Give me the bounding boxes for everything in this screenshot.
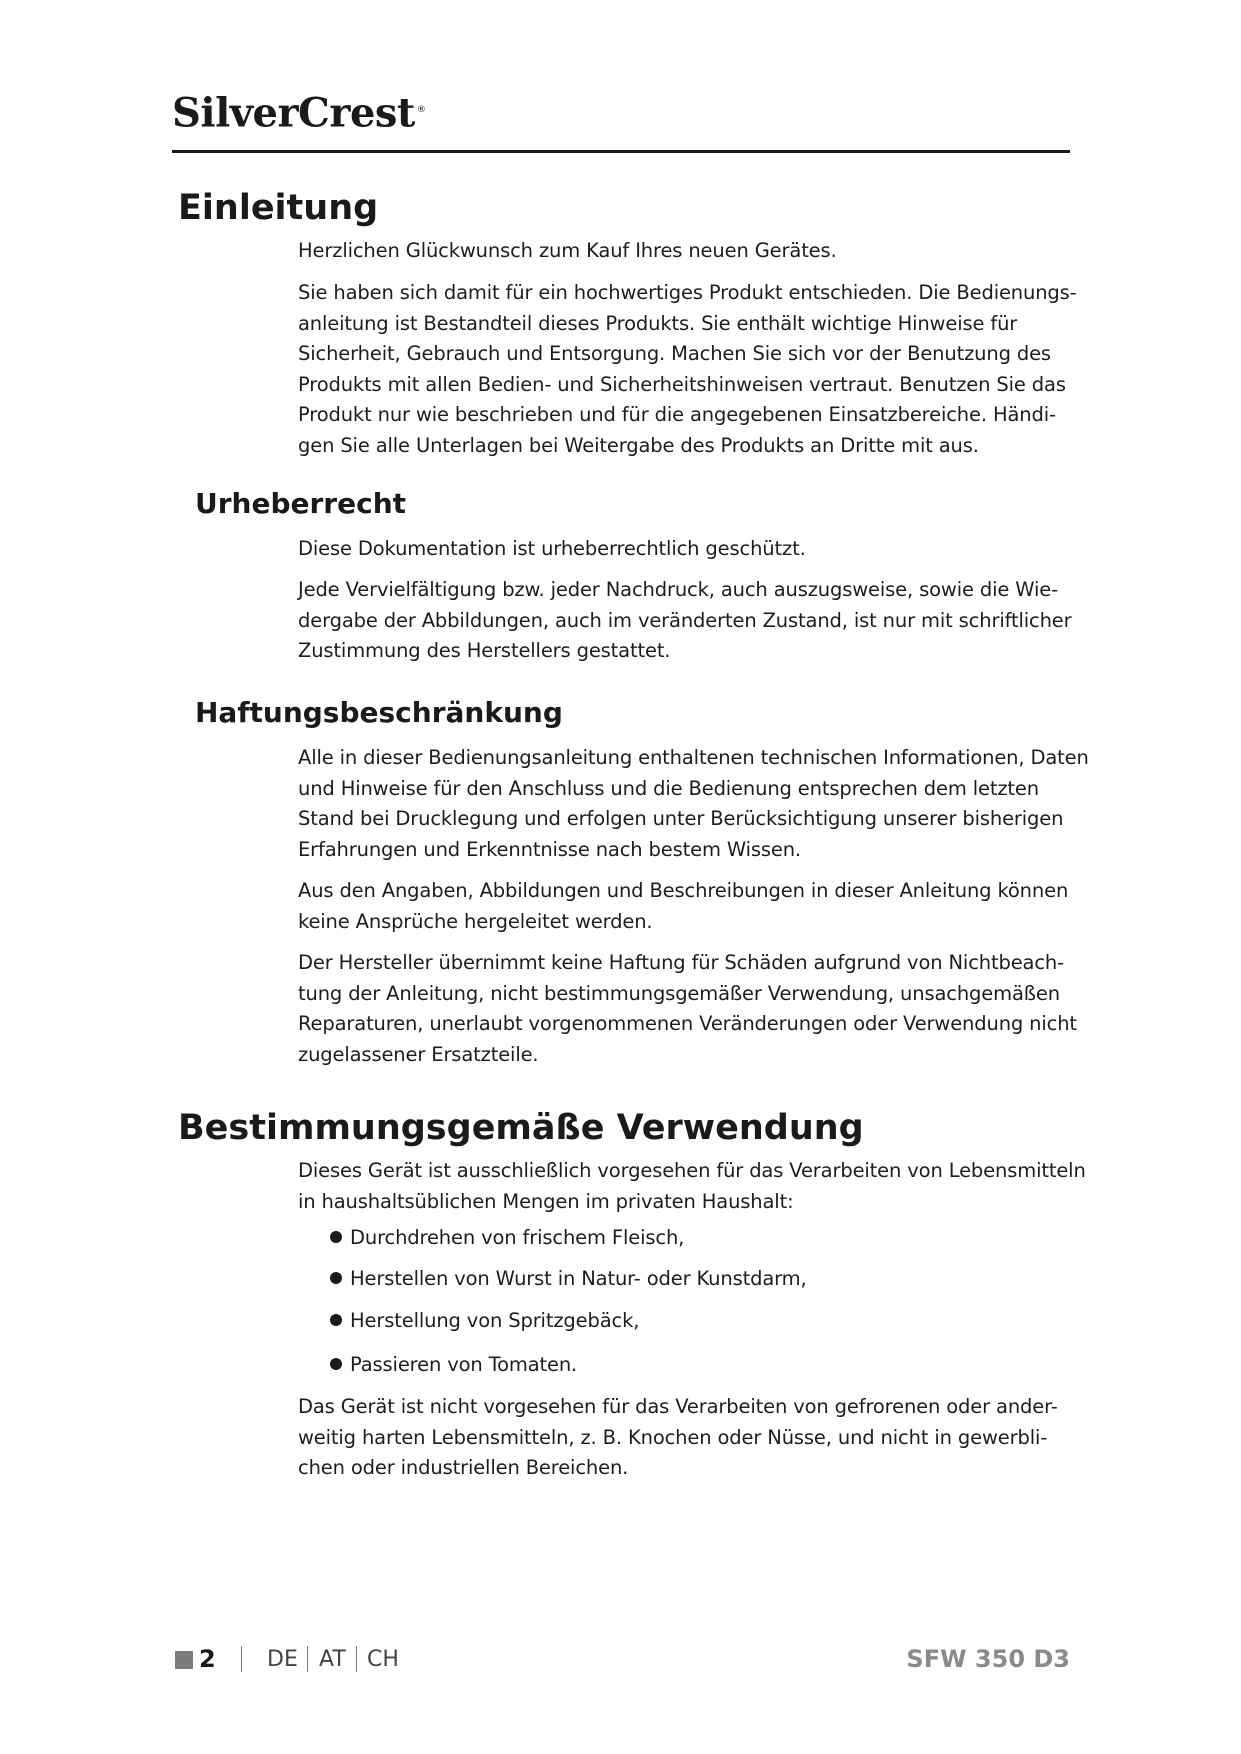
bullet-icon xyxy=(330,1314,342,1326)
text-line: tung der Anleitung, nicht bestimmungsgemäßer Verwendung, unsachgemäßen xyxy=(298,981,1060,1005)
language-de: DE xyxy=(267,1647,298,1672)
heading-einleitung: Einleitung xyxy=(178,188,379,228)
heading-urheberrecht: Urheberrecht xyxy=(195,487,407,520)
list-item xyxy=(330,1306,639,1336)
footer-separator xyxy=(241,1646,242,1672)
einleitung-para-1 xyxy=(298,236,1072,267)
text-line: Zustimmung des Herstellers gestattet. xyxy=(298,639,671,662)
text-line: anleitung ist Bestandteil dieses Produkts. Sie enthält wichtige Hinweise für xyxy=(298,311,1018,335)
language-at: AT xyxy=(319,1647,346,1672)
bullet-icon xyxy=(330,1358,342,1370)
text-line: Reparaturen, unerlaubt vorgenommenen Veränderungen oder Verwendung nicht xyxy=(298,1012,1077,1035)
haftung-para-1 xyxy=(298,743,1089,865)
text-line: Produkt nur wie beschrieben und für die angegebenen Einsatzbereiche. Händi- xyxy=(298,403,1056,426)
text-line: Der Hersteller übernimmt keine Haftung für Schäden aufgrund von Nichtbeach- xyxy=(298,951,1065,974)
einleitung-para-2 xyxy=(298,278,1077,461)
bullet-icon xyxy=(330,1272,342,1284)
list-item-text: Passieren von Tomaten. xyxy=(350,1353,578,1376)
page-marker-square xyxy=(175,1651,193,1669)
footer-separator xyxy=(356,1646,357,1672)
list-item xyxy=(330,1223,684,1253)
list-item xyxy=(330,1264,807,1294)
text-line: Alle in dieser Bedienungsanleitung enthaltenen technischen Informationen, Daten xyxy=(298,746,1089,769)
language-ch: CH xyxy=(367,1647,399,1672)
header-rule xyxy=(172,150,1070,153)
heading-bestimmungsgemaesse-verwendung: Bestimmungsgemäße Verwendung xyxy=(178,1108,864,1148)
footer-separator xyxy=(307,1646,308,1672)
heading-haftungsbeschraenkung: Haftungsbeschränkung xyxy=(195,696,563,729)
text-line: Das Gerät ist nicht vorgesehen für das Verarbeiten von gefrorenen oder ander- xyxy=(298,1395,1058,1418)
text-line: Stand bei Drucklegung und erfolgen unter Berücksichtigung unserer bisherigen xyxy=(298,807,1064,830)
list-item-text: Durchdrehen von frischem Fleisch, xyxy=(350,1226,685,1249)
text-line: gen Sie alle Unterlagen bei Weitergabe des Produkts an Dritte mit aus. xyxy=(298,433,979,457)
text-line: Jede Vervielfältigung bzw. jeder Nachdruck, auch auszugsweise, sowie die Wie- xyxy=(298,578,1058,601)
text-line: Aus den Angaben, Abbildungen und Beschreibungen in dieser Anleitung können xyxy=(298,879,1069,902)
text-line: weitig harten Lebensmitteln, z. B. Knochen oder Nüsse, und nicht in gewerbli- xyxy=(298,1425,1048,1449)
registered-mark: ® xyxy=(416,105,426,115)
text-line: Herzlichen Glückwunsch zum Kauf Ihres neuen Gerätes. xyxy=(298,239,837,262)
brand-name: SilverCrest xyxy=(172,89,415,137)
text-line: Sicherheit, Gebrauch und Entsorgung. Machen Sie sich vor der Benutzung des xyxy=(298,342,1051,365)
model-number: SFW 350 D3 xyxy=(906,1645,1070,1673)
verwendung-para-2 xyxy=(298,1392,1072,1484)
text-line: in haushaltsüblichen Mengen im privaten Haushalt: xyxy=(298,1189,794,1213)
list-item xyxy=(330,1350,577,1380)
text-line: und Hinweise für den Anschluss und die Bedienung entsprechen dem letzten xyxy=(298,776,1039,800)
haftung-para-2 xyxy=(298,876,1072,937)
page-number: 2 xyxy=(199,1645,216,1673)
text-line: Dieses Gerät ist ausschließlich vorgesehen für das Verarbeiten von Lebensmitteln xyxy=(298,1159,1086,1182)
list-item-text: Herstellung von Spritzgebäck, xyxy=(350,1309,640,1332)
text-line: zugelassener Ersatzteile. xyxy=(298,1042,539,1066)
text-line: keine Ansprüche hergeleitet werden. xyxy=(298,909,653,933)
urheberrecht-para-1 xyxy=(298,534,1072,565)
verwendung-para-1 xyxy=(298,1156,1086,1217)
text-line: dergabe der Abbildungen, auch im veränderten Zustand, ist nur mit schriftlicher xyxy=(298,608,1072,632)
text-line: Erfahrungen und Erkenntnisse nach bestem Wissen. xyxy=(298,837,801,861)
urheberrecht-para-2 xyxy=(298,575,1072,667)
bullet-icon xyxy=(330,1231,342,1243)
text-line: chen oder industriellen Bereichen. xyxy=(298,1456,629,1479)
text-line: Produkts mit allen Bedien- und Sicherheitshinweisen vertraut. Benutzen Sie das xyxy=(298,372,1066,396)
list-item-text: Herstellen von Wurst in Natur- oder Kunstdarm, xyxy=(350,1267,807,1290)
haftung-para-3 xyxy=(298,948,1077,1070)
brand-logo xyxy=(172,86,425,137)
text-line: Sie haben sich damit für ein hochwertiges Produkt entschieden. Die Bedienungs- xyxy=(298,281,1077,304)
text-line: Diese Dokumentation ist urheberrechtlich geschützt. xyxy=(298,537,806,560)
